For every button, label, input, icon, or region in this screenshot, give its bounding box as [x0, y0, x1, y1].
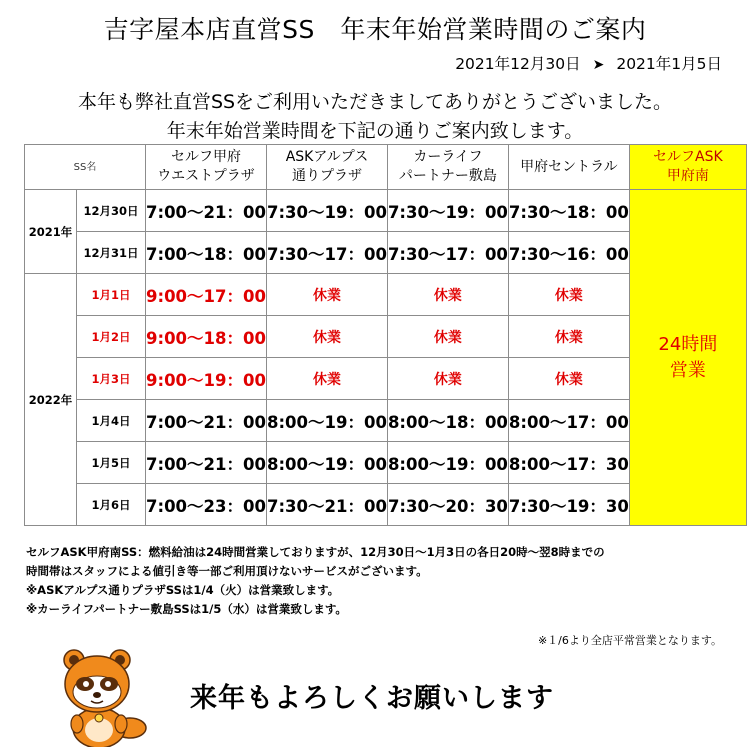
note-line-3: ※ASKアルプス通りプラザSSは1/4（火）は営業致します。 — [26, 583, 340, 597]
note-line-1: セルフASK甲府南SS：燃料給油は24時間営業しておりますが、12月30日～1月3日の各日20時～翌8時までの — [26, 545, 605, 559]
hours-cell: 8:00～17：30 — [508, 442, 629, 484]
hours-cell: 7:00～21：00 — [146, 190, 267, 232]
closed-cell: 休業 — [266, 316, 387, 358]
hours-cell: 7:00～23：00 — [146, 484, 267, 526]
store-header — [387, 145, 508, 190]
year-label: 2022年 — [25, 274, 77, 526]
date-label: 1月6日 — [77, 484, 146, 526]
date-label: 1月4日 — [77, 400, 146, 442]
ask-24h-line: 24時間 — [658, 333, 718, 355]
intro-line-1: 本年も弊社直営SSをご利用いただきましてありがとうございました。 — [77, 91, 673, 113]
hours-cell: 7:30～21：00 — [266, 484, 387, 526]
hours-cell: 9:00～19：00 — [146, 358, 267, 400]
store-name-line: セルフASK — [653, 149, 723, 165]
hours-cell: 7:30～17：00 — [266, 232, 387, 274]
year-label: 2021年 — [25, 190, 77, 274]
closing-message: 来年もよろしくお願いします — [190, 683, 554, 714]
store-header — [266, 145, 387, 190]
store-name-line: 甲府セントラル — [520, 158, 618, 175]
ss-name-header: SS名 — [25, 145, 146, 190]
store-name-line: カーライフ — [413, 149, 483, 165]
hours-cell: 7:00～21：00 — [146, 442, 267, 484]
table-row — [25, 190, 747, 232]
closed-cell: 休業 — [387, 358, 508, 400]
date-label: 1月5日 — [77, 442, 146, 484]
hours-cell: 7:30～16：00 — [508, 232, 629, 274]
schedule-table — [24, 144, 747, 526]
store-header — [146, 145, 267, 190]
hours-cell: 7:30～19：00 — [266, 190, 387, 232]
store-header-ask — [629, 145, 746, 190]
regular-hours-note: ※１/6より全店平常営業となります。 — [537, 634, 722, 647]
hours-cell: 9:00～18：00 — [146, 316, 267, 358]
closed-cell: 休業 — [387, 274, 508, 316]
hours-cell: 8:00～17：00 — [508, 400, 629, 442]
closed-cell: 休業 — [387, 316, 508, 358]
closed-cell: 休業 — [508, 316, 629, 358]
hours-cell: 7:30～19：30 — [508, 484, 629, 526]
period-end: 2021年1月5日 — [616, 55, 722, 73]
closed-cell: 休業 — [508, 358, 629, 400]
hours-cell: 7:30～18：00 — [508, 190, 629, 232]
period-range — [455, 52, 722, 74]
ask-24h-cell — [629, 190, 746, 526]
date-label: 12月31日 — [77, 232, 146, 274]
store-name-line: パートナー敷島 — [398, 168, 497, 184]
arrow-right-icon: ➤ — [592, 57, 605, 73]
hours-cell: 7:30～17：00 — [387, 232, 508, 274]
hours-cell: 7:30～20：30 — [387, 484, 508, 526]
date-label: 12月30日 — [77, 190, 146, 232]
store-name-line: ウエストプラザ — [157, 168, 255, 184]
date-label: 1月1日 — [77, 274, 146, 316]
hours-cell: 9:00～17：00 — [146, 274, 267, 316]
note-line-4: ※カーライフパートナー敷島SSは1/5（水）は営業致します。 — [26, 602, 347, 616]
hours-cell: 7:30～19：00 — [387, 190, 508, 232]
note-line-2: 時間帯はスタッフによる値引き等一部ご利用頂けないサービスがございます。 — [26, 564, 428, 578]
period-start: 2021年12月30日 — [455, 55, 581, 73]
header-row — [25, 145, 747, 190]
ask-24h-line: 営業 — [669, 359, 706, 381]
hours-cell: 7:00～18：00 — [146, 232, 267, 274]
date-label: 1月2日 — [77, 316, 146, 358]
page-title: 吉字屋本店直営SS 年末年始営業時間のご案内 — [103, 15, 647, 44]
date-label: 1月3日 — [77, 358, 146, 400]
hours-cell: 8:00～19：00 — [387, 442, 508, 484]
store-name-line: 甲府南 — [666, 168, 709, 184]
hours-cell: 8:00～18：00 — [387, 400, 508, 442]
store-name-line: ASKアルプス — [285, 149, 369, 165]
hours-cell: 8:00～19：00 — [266, 400, 387, 442]
store-name-line: 通りプラザ — [291, 168, 362, 184]
closed-cell: 休業 — [266, 274, 387, 316]
closed-cell: 休業 — [508, 274, 629, 316]
hours-cell: 7:00～21：00 — [146, 400, 267, 442]
tanuki-mascot-icon — [44, 640, 154, 747]
store-header — [508, 145, 629, 190]
intro-line-2: 年末年始営業時間を下記の通りご案内致します。 — [166, 120, 584, 142]
store-name-line: セルフ甲府 — [170, 149, 241, 165]
hours-cell: 8:00～19：00 — [266, 442, 387, 484]
closed-cell: 休業 — [266, 358, 387, 400]
